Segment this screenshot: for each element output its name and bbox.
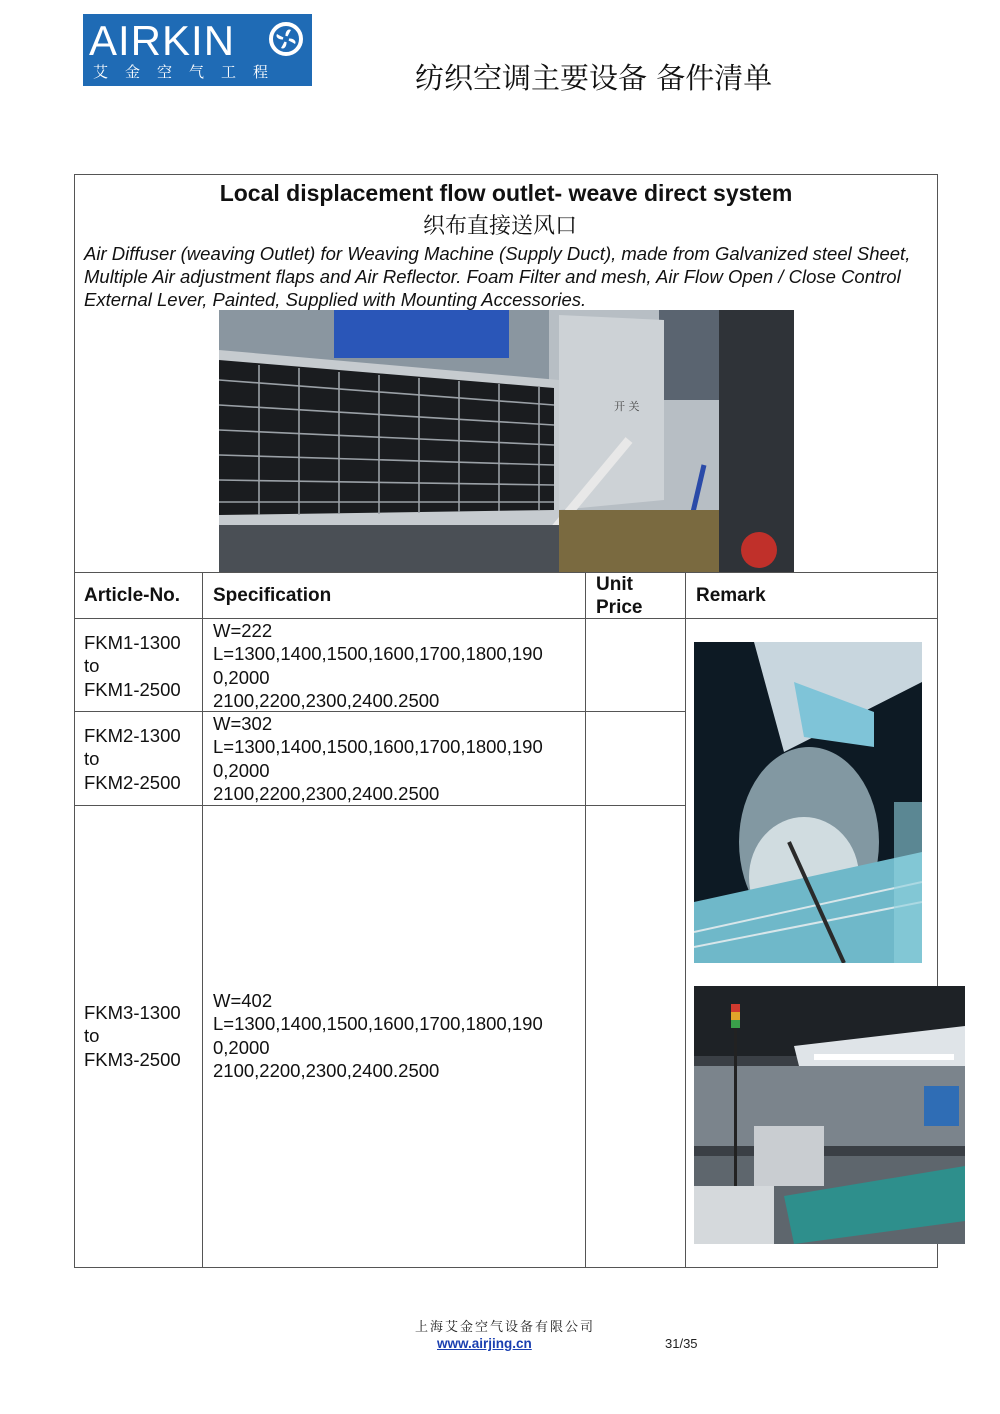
spec-cell <box>213 989 585 1082</box>
footer-company: 上海艾金空气设备有限公司 <box>414 1320 595 1335</box>
article-line: FKM1-2500 <box>84 678 181 700</box>
header-price: Price <box>596 597 643 618</box>
header-unit: Unit <box>596 574 633 595</box>
spec-line: 0,2000 <box>213 666 270 688</box>
header-article: Article-No. <box>84 585 181 606</box>
logo-tagline-cn: 艾金空气工程 <box>93 63 286 81</box>
article-line: FKM2-2500 <box>84 771 181 793</box>
remark-photo-diffuser-airflow <box>694 642 922 963</box>
spec-line: W=402 <box>213 990 273 1011</box>
article-line: to <box>84 748 100 770</box>
spec-line: 2100,2200,2300,2400.2500 <box>213 689 440 711</box>
col-divider-2 <box>585 572 586 1267</box>
spec-line: 2100,2200,2300,2400.2500 <box>213 1059 440 1081</box>
spec-line: W=222 <box>213 620 273 641</box>
remark-photo-weaving-hall <box>694 986 965 1244</box>
article-line: to <box>84 1025 100 1047</box>
document-title: 纺织空调主要设备 备件清单 <box>415 61 773 95</box>
spec-line: 0,2000 <box>213 1036 270 1058</box>
article-line: FKM1-1300 <box>84 632 181 653</box>
article-line: to <box>84 655 100 677</box>
section-title: Local displacement flow outlet- weave direct system <box>219 180 793 206</box>
spec-line: L=1300,1400,1500,1600,1700,1800,190 <box>213 1013 543 1035</box>
header-remark: Remark <box>696 585 766 606</box>
section-description: Air Diffuser (weaving Outlet) for Weaving Machine (Supply Duct), made from Galvanized steel Sheet, Multiple Air adjustment flaps and Air Reflector. Foam Filter and mesh, Air Flow Open / Close Control External Lever, Painted, Supplied with Mounting Accessories. <box>84 243 911 310</box>
table-header-top-line <box>74 572 938 573</box>
section-title-cn: 织布直接送风口 <box>422 214 577 239</box>
header-specification: Specification <box>213 585 332 606</box>
table-row <box>84 724 181 794</box>
spec-line: 2100,2200,2300,2400.2500 <box>213 782 440 804</box>
col-divider-3 <box>685 572 686 1267</box>
spec-cell <box>213 712 585 805</box>
table-row <box>84 1001 181 1071</box>
article-line: FKM2-1300 <box>84 725 181 746</box>
table-row <box>84 631 181 701</box>
switch-label-text: 开 关 <box>614 400 640 413</box>
spec-cell <box>213 619 585 712</box>
footer-website-link[interactable]: www.airjing.cn <box>437 1336 532 1351</box>
spec-line: L=1300,1400,1500,1600,1700,1800,190 <box>213 736 543 758</box>
footer-page-number: 31/35 <box>665 1336 698 1351</box>
article-line: FKM3-2500 <box>84 1048 181 1070</box>
article-line: FKM3-1300 <box>84 1002 181 1023</box>
spec-line: L=1300,1400,1500,1600,1700,1800,190 <box>213 643 543 665</box>
air-diffuser-photo <box>219 310 794 572</box>
company-logo <box>83 14 312 86</box>
spec-line: W=302 <box>213 713 273 734</box>
spec-line: 0,2000 <box>213 759 270 781</box>
col-divider-1 <box>202 572 203 1267</box>
logo-brand-text: AIRKIN <box>89 17 236 64</box>
fan-logo-icon <box>269 22 303 56</box>
